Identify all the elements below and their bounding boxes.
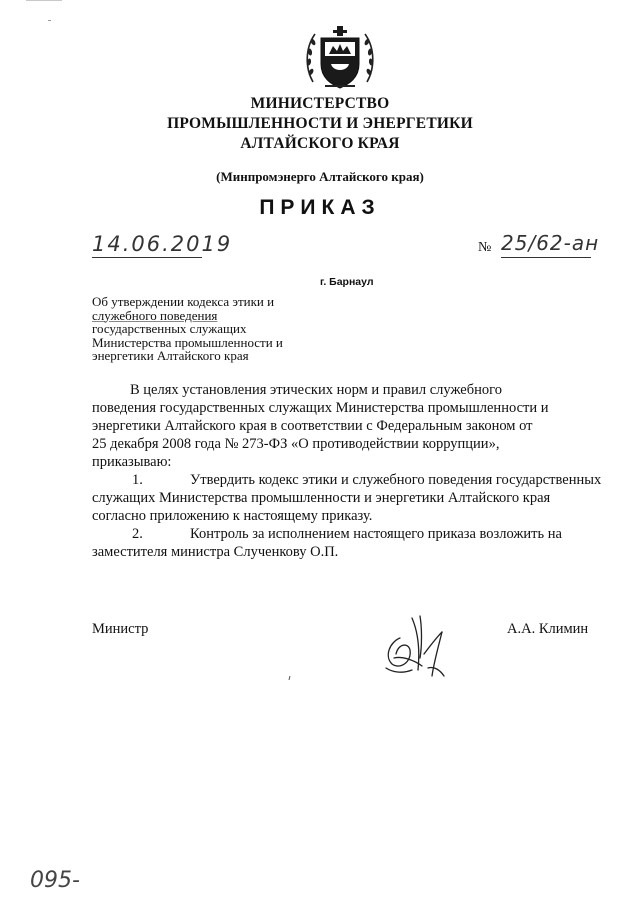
handwritten-signature [372, 598, 462, 690]
stray-pen-mark [288, 676, 291, 680]
item-1-line: согласно приложению к настоящему приказу. [92, 508, 373, 524]
order-subject [92, 295, 352, 363]
body-line: В целях установления этических норм и правил служебного [130, 382, 502, 398]
ministry-title-line: ПРОМЫШЛЕННОСТИ И ЭНЕРГЕТИКИ [167, 115, 473, 132]
city-label: г. Барнаул [320, 276, 374, 288]
subject-line: энергетики Алтайского края [92, 348, 249, 363]
coat-of-arms-emblem [303, 20, 377, 96]
body-line: поведения государственных служащих Министерства промышленности и [92, 400, 549, 416]
body-line: 25 декабря 2008 года № 273-ФЗ «О противодействии коррупции», [92, 436, 500, 452]
item-1-line: 1. Утвердить кодекс этики и служебного поведения государственных [92, 471, 594, 489]
scan-edge-mark [26, 0, 62, 1]
number-underline [501, 257, 591, 258]
item-number: 2. [132, 526, 143, 542]
handwritten-page-number: 095- [30, 868, 80, 893]
order-number: 25/62-ан [501, 231, 600, 255]
item-2-line: 2. Контроль за исполнением настоящего приказа возложить на [92, 525, 594, 543]
ministry-title-line: МИНИСТЕРСТВО [250, 95, 390, 112]
item-number: 1. [132, 472, 143, 488]
order-date: 14.06.2019 [92, 232, 233, 256]
subject-line: Об утверждении кодекса этики и [92, 294, 275, 309]
subject-line: служебного поведения [92, 307, 218, 323]
signer-name: А.А. Климин [507, 621, 589, 637]
ministry-abbreviation: (Минпромэнерго Алтайского края) [216, 169, 424, 184]
item-1-line: служащих Министерства промышленности и энергетики Алтайского края [92, 490, 551, 506]
subject-line: государственных служащих [92, 321, 247, 336]
scan-tick-mark [48, 20, 51, 21]
body-line: приказываю: [92, 454, 172, 470]
subject-line: Министерства промышленности и [92, 334, 283, 350]
order-number-label: № [478, 240, 492, 255]
signer-position: Министр [92, 621, 149, 637]
ministry-title [0, 94, 640, 154]
date-underline [92, 257, 202, 258]
order-body [92, 381, 602, 561]
body-line: энергетики Алтайского края в соответствии с Федеральным законом от [92, 418, 533, 434]
item-2-line: заместителя министра Слученкову О.П. [92, 544, 339, 560]
document-type-heading: ПРИКАЗ [259, 196, 381, 219]
ministry-title-line: АЛТАЙСКОГО КРАЯ [240, 135, 400, 152]
